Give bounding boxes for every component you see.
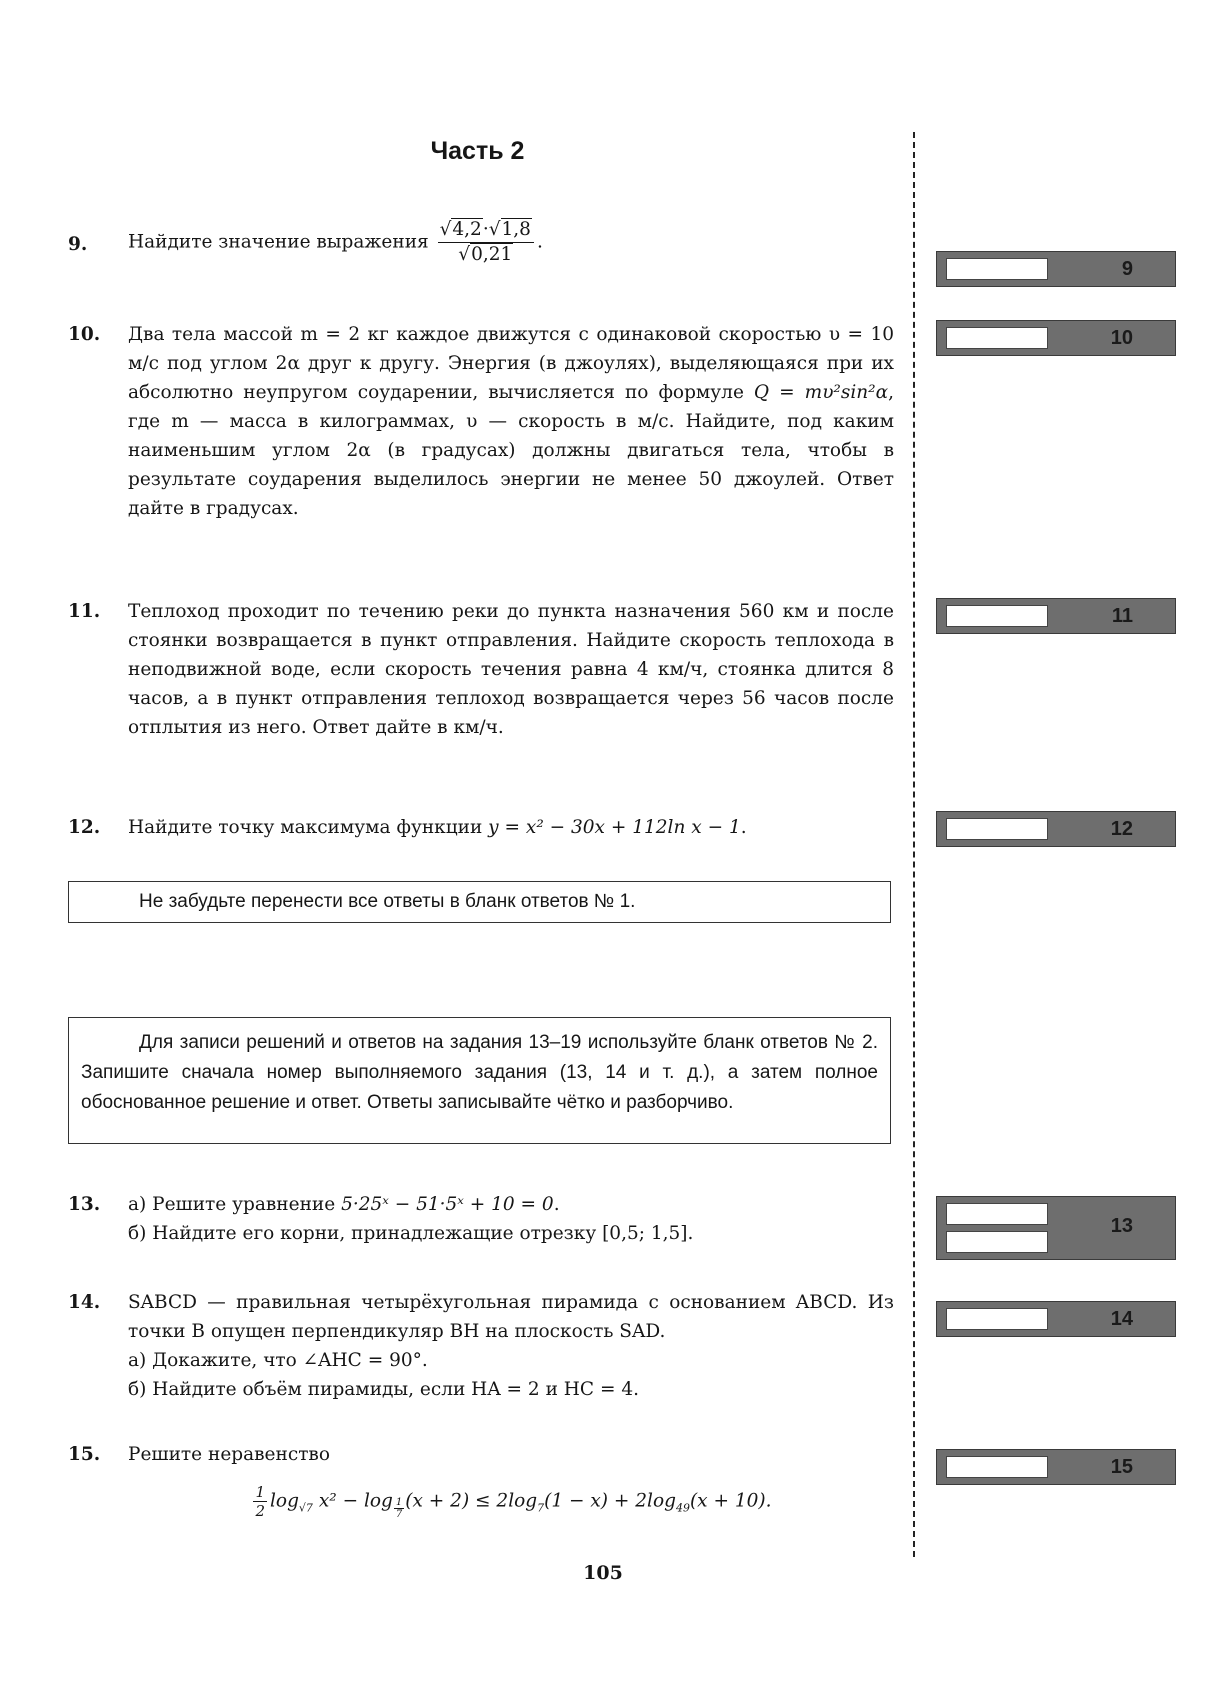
task-number: 13. (68, 1194, 101, 1215)
task-number: 15. (68, 1444, 101, 1465)
task-10 (68, 320, 894, 523)
task-text-cont: , где m — масса в килограммах, υ — скорость в м/с. Найдите, под каким наименьшим углом 2α (в градусах) должны двигаться тела, чтобы в результате соударения выделилось энергии не менее 50 джоулей. Ответ дайте в градусах. (128, 382, 894, 519)
task-11 (68, 597, 894, 742)
inequality-formula: $\frac{1}{2}$ $\log_{√7} x^2 - \log$ $\frac{1}{7}$ $(x + 2) \le 2\log_7(1 - x) + 2\log_{49}(x + 10)$. (255, 1483, 772, 1520)
task-text: Найдите точку максимума функции (128, 817, 483, 838)
equation-formula: 5·25ˣ − 51·5ˣ + 10 = 0 (341, 1194, 554, 1215)
answer-field[interactable] (946, 818, 1048, 840)
page-number: 105 (583, 1562, 623, 1584)
task-text: Найдите значение выражения (128, 231, 429, 253)
answer-field[interactable] (946, 258, 1048, 280)
task-text: Теплоход проходит по течению реки до пункта назначения 560 км и после стоянки возвращается в пункт отправления. Найдите скорость теплохода в неподвижной воде, если скорость течения равна 4 км/ч, стоянка длится 8 часов, а в пункт отправления теплоход возвращается через 56 часов после отплытия из него. Ответ дайте в км/ч. (128, 601, 894, 738)
answer-box-13: 13 (936, 1196, 1176, 1260)
answer-box-15: 15 (936, 1449, 1176, 1485)
task-number: 10. (68, 324, 101, 345)
task-number: 11. (68, 601, 101, 622)
transfer-note: Не забудьте перенести все ответы в бланк ответов № 1. (68, 881, 891, 923)
instructions-note: Для записи решений и ответов на задания 13–19 используйте бланк ответов № 2. Запишите сначала номер выполняемого задания (13, 14 и т. д.), а затем полное обоснованное решение и ответ. Ответы записывайте чётко и разборчиво. (68, 1017, 891, 1144)
task-number: 9. (68, 234, 88, 255)
expression-fraction: $\frac{√4,2\cdot√1,8}{√0,21}$ (438, 218, 534, 267)
answer-box-9: 9 (936, 251, 1176, 287)
task-number: 12. (68, 817, 101, 838)
task-text: Два тела массой m = 2 кг каждое движутся с одинаковой скоростью υ = 10 м/с под углом 2α друг к другу. Энергия (в джоулях), выделяющаяся при их абсолютно неупругом соударении, вычисляется по формуле (128, 324, 894, 403)
answer-box-14: 14 (936, 1301, 1176, 1337)
function-formula: y = x² − 30x + 112ln x − 1 (488, 817, 741, 838)
task-13: 13. а) Решите уравнение 5·25ˣ − 51·5ˣ + 10 = 0. б) Найдите его корни, принадлежащие отрезку [0,5; 1,5]. (68, 1190, 894, 1248)
answer-box-10: 10 (936, 320, 1176, 356)
page-title: Часть 2 (430, 137, 525, 165)
task-number: 14. (68, 1292, 101, 1313)
answer-field[interactable] (946, 1308, 1048, 1330)
answer-box-12: 12 (936, 811, 1176, 847)
answer-field-b[interactable] (946, 1231, 1048, 1253)
answer-field[interactable] (946, 327, 1048, 349)
task-9: 9. Найдите значение выражения $\frac{√4,2\cdot√1,8}{√0,21}$ . (68, 219, 543, 265)
answer-field-a[interactable] (946, 1203, 1048, 1225)
answer-field[interactable] (946, 605, 1048, 627)
cut-line (913, 132, 915, 1557)
task-12: 12. Найдите точку максимума функции y = x² − 30x + 112ln x − 1. (68, 813, 894, 842)
energy-formula: Q = mυ²sin²α (753, 382, 889, 403)
task-15: 15. Решите неравенство $\frac{1}{2}$ $\log_{√7} x^2 - \log$ $\frac{1}{7}$ $(x + 2) \le 2\log_7(1 - x) + 2\log_{49}(x + 10)$. (68, 1440, 894, 1520)
task-14: 14. SABCD — правильная четырёхугольная пирамида с основанием ABCD. Из точки B опущен перпендикуляр BH на плоскость SAD. а) Докажите, что ∠AHC = 90°. б) Найдите объём пирамиды, если HA = 2 и HC = 4. (68, 1288, 894, 1404)
answer-field[interactable] (946, 1456, 1048, 1478)
answer-box-11: 11 (936, 598, 1176, 634)
